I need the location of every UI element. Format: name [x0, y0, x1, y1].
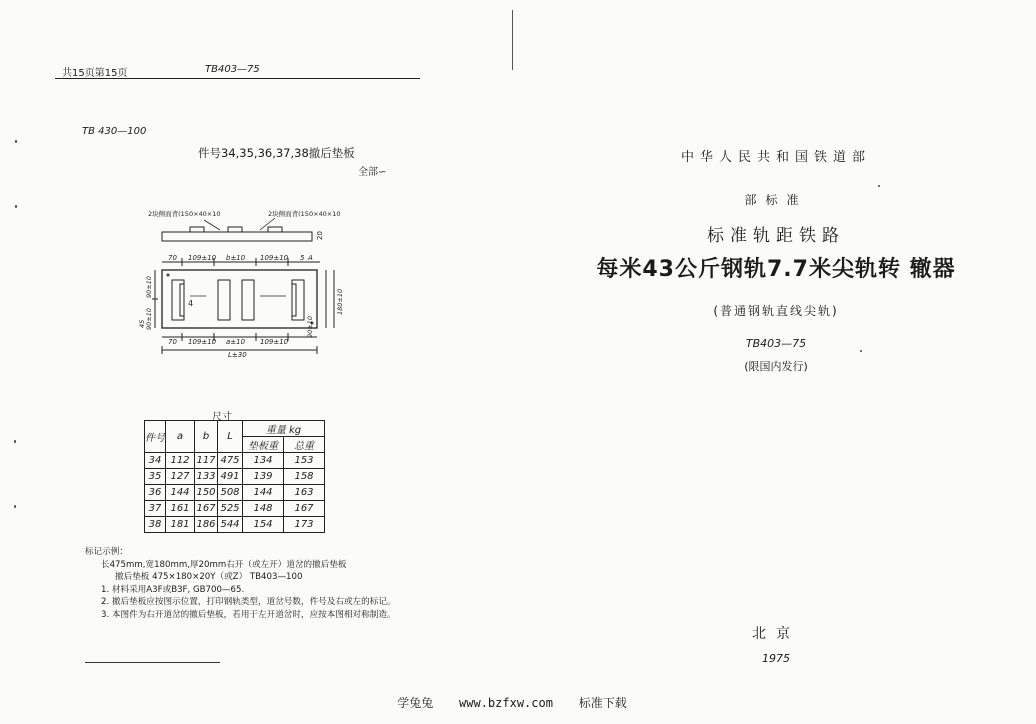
scan-speck	[860, 350, 862, 352]
cell-a: 144	[166, 485, 195, 501]
note-2: 2. 撤后垫板应按图示位置，打印钢轨类型，道岔号数，件号及右或左的标记。	[101, 597, 396, 608]
cell-plate-weight: 134	[243, 453, 284, 469]
cell-l: 544	[218, 517, 243, 533]
footer	[0, 694, 1024, 711]
subtitle: (普通钢轨直线尖轨)	[713, 304, 839, 318]
distribution-scope: (限国内发行)	[744, 360, 808, 373]
top-dimensions	[162, 254, 320, 266]
cell-b: 133	[195, 469, 218, 485]
cell-part: 38	[145, 517, 166, 533]
col-header-b: b	[195, 421, 218, 453]
table-row	[145, 485, 325, 501]
table-caption: 尺寸	[212, 412, 232, 423]
dim-total: L±30	[228, 351, 247, 359]
scan-speck	[14, 505, 16, 508]
dim-top-1: 70	[168, 254, 177, 262]
plan-view	[162, 270, 317, 328]
cell-plate-weight: 148	[243, 501, 284, 517]
mark-4: 4	[188, 299, 194, 308]
scan-speck	[878, 185, 880, 187]
notes-section	[85, 546, 396, 622]
cell-b: 150	[195, 485, 218, 501]
left-dim-3: 45	[138, 319, 146, 328]
publication-year: 1975	[762, 652, 790, 665]
table-row	[145, 501, 325, 517]
cell-a: 161	[166, 501, 195, 517]
table-row	[145, 517, 325, 533]
cell-l: 525	[218, 501, 243, 517]
col-header-total-weight: 总重	[284, 437, 325, 453]
cell-total-weight: 158	[284, 469, 325, 485]
cell-plate-weight: 154	[243, 517, 284, 533]
cell-part: 34	[145, 453, 166, 469]
cell-part: 37	[145, 501, 166, 517]
cell-a: 181	[166, 517, 195, 533]
col-header-l: L	[218, 421, 243, 453]
dim-top-2: 109±10	[188, 254, 217, 262]
cell-plate-weight: 139	[243, 469, 284, 485]
cell-total-weight: 153	[284, 453, 325, 469]
footer-site-name: 学兔兔	[397, 696, 434, 710]
col-header-part: 件号	[145, 421, 166, 453]
mark-5: 5	[300, 254, 305, 262]
example-line-2: 撤后垫板 475×180×20Y（或Z） TB403—100	[115, 572, 303, 583]
cell-b: 167	[195, 501, 218, 517]
header-rule	[55, 78, 420, 79]
quantity-note: 全部∽	[358, 167, 387, 178]
mark-a: A	[308, 254, 313, 262]
footer-tagline: 标准下载	[578, 696, 627, 710]
footer-url[interactable]: www.bzfxw.com	[459, 696, 553, 710]
page-fold-mark	[512, 10, 513, 70]
reference-code: TB 430—100	[82, 126, 147, 137]
cell-l: 475	[218, 453, 243, 469]
left-dim-2: 90±10	[145, 308, 153, 330]
standard-level: 部标准	[744, 193, 808, 207]
note-3: 3. 本图件为右开道岔的撤后垫板，若用于左开道岔时，应按本图相对称制造。	[101, 609, 396, 620]
leader-label-right: 2块侧面背(150×40×10	[268, 210, 341, 218]
cell-total-weight: 167	[284, 501, 325, 517]
dimension-table	[144, 420, 325, 533]
bottom-dimensions	[162, 333, 317, 359]
example-line-1: 长475mm,宽180mm,厚20mm右开（或左开）道岔的撤后垫板	[101, 559, 347, 570]
dim-bottom-1: 70	[168, 338, 177, 346]
drawing-title: 件号34,35,36,37,38撤后垫板	[198, 146, 355, 160]
note-1: 1. 材料采用A3F或B3F, GB700—65.	[101, 584, 245, 595]
scan-speck	[15, 205, 17, 208]
page-counter: 共15页第15页	[62, 68, 128, 79]
baseplate-drawing	[140, 200, 350, 370]
publication-city: 北京	[752, 626, 800, 642]
cell-a: 127	[166, 469, 195, 485]
cell-part: 36	[145, 485, 166, 501]
cell-total-weight: 163	[284, 485, 325, 501]
dim-bottom-4: 109±10	[260, 338, 289, 346]
dim-top-4: 109±10	[260, 254, 289, 262]
left-dim-1: 90±10	[145, 276, 153, 298]
col-header-a: a	[166, 421, 195, 453]
cell-l: 491	[218, 469, 243, 485]
dim-top-3: b±10	[226, 254, 246, 262]
track-type: 标准轨距铁路	[707, 226, 845, 246]
table-row	[145, 453, 325, 469]
header-standard-code: TB403—75	[205, 64, 260, 75]
right-dim-2: 90±10	[306, 316, 314, 338]
standard-code: TB403—75	[745, 337, 807, 350]
issuing-ministry: 中华人民共和国铁道部	[680, 150, 871, 165]
right-dim-1: 180±10	[336, 288, 344, 315]
cell-l: 508	[218, 485, 243, 501]
thickness-dim: 20	[316, 231, 324, 240]
cell-b: 186	[195, 517, 218, 533]
notes-heading: 标记示例：	[85, 547, 128, 557]
bottom-rule	[85, 662, 220, 663]
leader-label-left: 2块侧面背(150×40×10	[148, 210, 221, 218]
scan-speck	[14, 440, 16, 443]
cell-part: 35	[145, 469, 166, 485]
cell-plate-weight: 144	[243, 485, 284, 501]
dim-bottom-2: 109±10	[188, 338, 217, 346]
side-elevation	[148, 209, 341, 241]
main-title: 每米43公斤钢轨7.7米尖轨转 辙器	[596, 257, 956, 282]
dim-bottom-3: a±10	[226, 338, 246, 346]
col-header-weight: 重量 kg	[243, 421, 325, 437]
scan-speck	[15, 140, 17, 143]
cell-a: 112	[166, 453, 195, 469]
table-header-row	[145, 421, 325, 437]
cell-total-weight: 173	[284, 517, 325, 533]
table-row	[145, 469, 325, 485]
col-header-plate-weight: 垫板重	[243, 437, 284, 453]
cell-b: 117	[195, 453, 218, 469]
